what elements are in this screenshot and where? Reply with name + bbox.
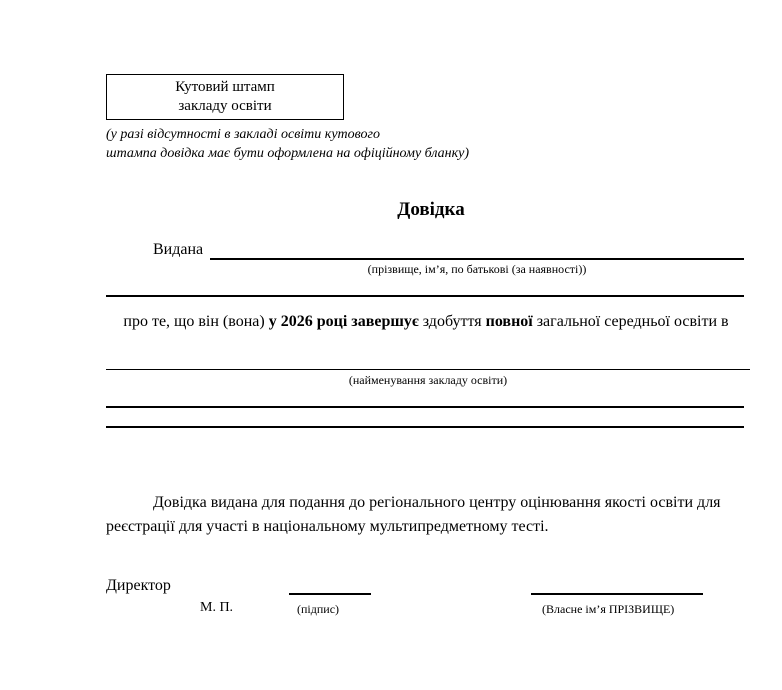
signature-line[interactable]: [289, 593, 371, 595]
seal-label: М. П.: [200, 600, 234, 615]
stamp-line-1: Кутовий штамп: [175, 79, 275, 95]
stamp-line-2: закладу освіти: [178, 98, 272, 114]
institution-line[interactable]: [106, 369, 750, 370]
stamp-note-line-1: (у разі відсутності в закладі освіти кутового: [106, 127, 381, 142]
director-label: Директор: [106, 577, 171, 594]
institution-line-3[interactable]: [106, 426, 744, 428]
document-title: Довідка: [397, 199, 465, 220]
corner-stamp-box: [106, 74, 344, 120]
statement-part-3: загальної середньої освіти в: [532, 313, 729, 330]
name-caption: (Власне ім’я ПРІЗВИЩЕ): [542, 602, 675, 616]
signature-caption: (підпис): [297, 602, 340, 616]
statement-part-1: про те, що він (вона): [123, 313, 269, 330]
issued-name-line-2[interactable]: [106, 295, 744, 297]
issued-label: Видана: [153, 241, 204, 258]
stamp-note-line-2: штампа довідка має бути оформлена на офіційному бланку): [106, 146, 470, 161]
name-line[interactable]: [531, 593, 703, 595]
institution-caption: (найменування закладу освіти): [348, 373, 508, 387]
issued-name-line[interactable]: [210, 258, 744, 260]
purpose-paragraph: Довідка видана для подання до регіонального центру оцінювання якості освіти для реєстрації для участі в національному мультипредметному тесті.: [106, 494, 721, 535]
statement-part-2: здобуття: [418, 313, 486, 330]
statement-bold-full: повної: [485, 313, 533, 330]
stamp-note: [106, 125, 469, 163]
institution-line-2[interactable]: [106, 406, 744, 408]
statement-bold-year: у 2026 році завершує: [268, 313, 419, 330]
issued-name-caption: (прізвище, ім’я, по батькові (за наявності)): [367, 262, 587, 276]
statement-text: [106, 311, 746, 332]
